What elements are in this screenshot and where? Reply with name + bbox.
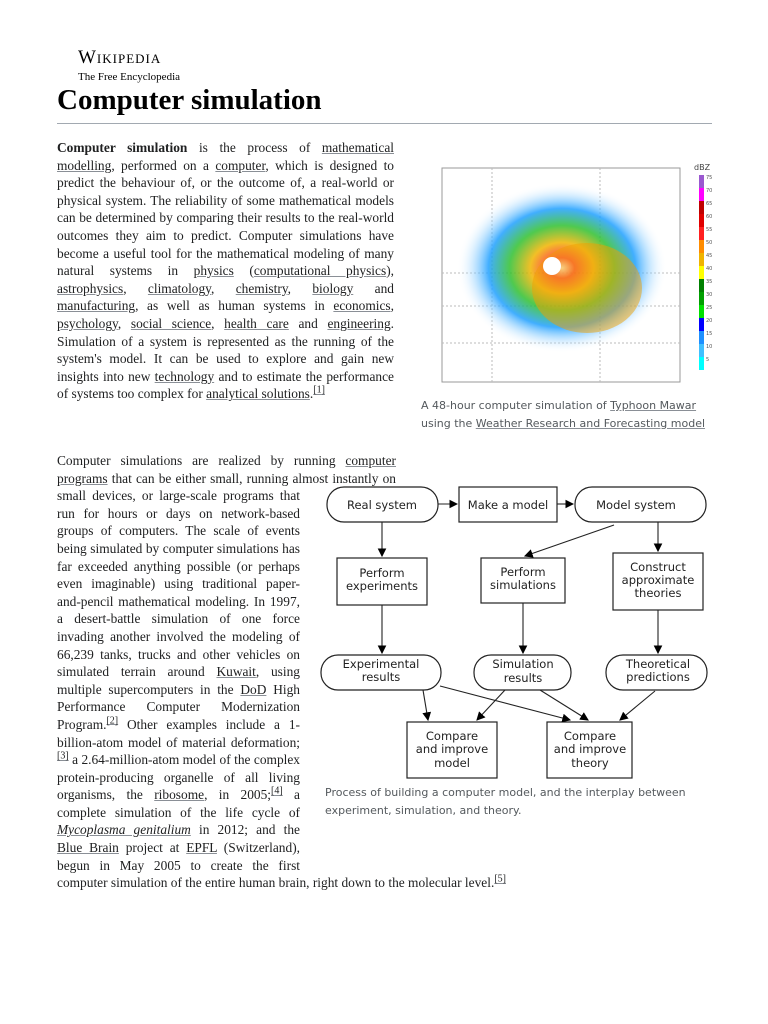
link[interactable]: ribosome [154, 787, 205, 803]
link[interactable]: astrophysics [57, 280, 124, 296]
label: Perform [500, 565, 546, 579]
link[interactable]: biology [312, 280, 354, 296]
link[interactable]: mathematical modelling [57, 140, 395, 173]
label: Real system [346, 498, 418, 512]
legend-label: 30 [706, 292, 712, 298]
link[interactable]: EPFL [186, 840, 217, 856]
label: Compare [425, 729, 479, 743]
link[interactable]: computational physics [253, 263, 387, 279]
label: Simulation [492, 657, 554, 671]
legend-label: 40 [706, 266, 712, 272]
label: results [503, 671, 543, 685]
link[interactable]: chemistry [235, 280, 288, 296]
link[interactable]: economics [333, 298, 391, 314]
legend-label: 65 [706, 201, 712, 207]
link[interactable]: social science [130, 315, 212, 331]
link-wrf-model[interactable]: Weather Research and Forecasting model [475, 416, 706, 430]
link[interactable]: Kuwait [216, 664, 256, 680]
legend-label: 70 [706, 188, 712, 194]
link-typhoon-mawar[interactable]: Typhoon Mawar [610, 399, 697, 412]
diagram-caption: Process of building a computer model, and the interplay between experiment, simulation, and theory. [325, 786, 686, 817]
link[interactable]: DoD [240, 681, 267, 697]
link[interactable]: physics [193, 263, 234, 279]
label: predictions [626, 670, 690, 684]
label: theories [634, 586, 682, 600]
legend-unit: dBZ [694, 163, 711, 172]
label: Make a model [467, 498, 549, 512]
reference-link[interactable]: [1] [313, 384, 325, 396]
label: approximate [621, 573, 695, 587]
label: Construct [630, 560, 686, 574]
link[interactable]: engineering [327, 315, 391, 331]
label: Model system [596, 498, 676, 512]
label: Theoretical [625, 657, 691, 671]
label: theory [571, 756, 609, 770]
label: model [434, 756, 470, 770]
label: simulations [490, 578, 556, 592]
reference-link[interactable]: [2] [106, 715, 119, 727]
tagline: The Free Encyclopedia [78, 71, 181, 83]
link[interactable]: climatology [147, 280, 212, 296]
wikipedia-logo[interactable]: Wikipedia [78, 47, 162, 68]
legend-label: 5 [706, 357, 710, 363]
typhoon-caption: A 48-hour computer simulation of Typhoon Mawar using the Weather Research and Forecasting model [421, 399, 706, 430]
link[interactable]: Mycoplasma genitalium [57, 822, 191, 838]
label: Perform [359, 566, 405, 580]
link[interactable]: psychology [57, 315, 118, 331]
page-title: Computer simulation [57, 84, 322, 116]
intro-paragraph: Computer simulation is the process of mathematical modelling, performed on a computer, which is designed to predict the behaviour of, or the outcome of, a real-world or physical system. The reliability of some mathematical models can be determined by comparing their results to the real-world outcomes they aim to predict. Computer simulations have become a useful tool for the mathematical modeling of many natural systems in physics (computational physics), astrophysics, climatology, chemistry, biology and manufacturing, as well as human systems in economics, psychology, social science, health care and engineering. Simulation of a system is represented as the running of the system's model. It can be used to explore and gain new insights into new technology and to estimate the performance of systems too complex for analytical solutions.[1] [57, 140, 395, 402]
label: and improve [415, 742, 489, 756]
legend-label: 50 [706, 240, 712, 246]
label: and improve [553, 742, 627, 756]
link[interactable]: computer programs [57, 453, 396, 486]
label: experiments [345, 579, 419, 593]
bold-term: Computer simulation [57, 140, 188, 155]
legend-label: 20 [706, 318, 712, 324]
legend-label: 60 [706, 214, 712, 220]
link[interactable]: manufacturing [57, 298, 136, 314]
label: Experimental [342, 657, 420, 671]
legend-label: 15 [706, 331, 712, 337]
link[interactable]: analytical solutions [206, 386, 310, 402]
reference-link[interactable]: [4] [271, 785, 283, 797]
legend-label: 35 [706, 279, 712, 285]
legend-label: 75 [706, 175, 712, 181]
link[interactable]: technology [154, 368, 215, 384]
legend-label: 25 [706, 305, 712, 311]
link[interactable]: computer [215, 157, 266, 173]
legend-label: 45 [706, 253, 712, 259]
legend-label: 10 [706, 344, 712, 350]
reference-link[interactable]: [5] [494, 873, 506, 885]
second-paragraph: Computer simulations are realized by running computer programs that can be either small, running almost instantly on small devices, or large-scale programs that run for hours or days on network-based groups of computers. The scale of events being simulated by computer simulations has far exceeded anything possible (or perhaps even imaginable) using traditional paper-and-pencil mathematical modeling. In 1997, a desert-battle simulation of one force invading another involved the modeling of 66,239 tanks, trucks and other vehicles on simulated terrain around Kuwait, using multiple supercomputers in the DoD High Performance Computer Modernization Program.[2] Other examples include a 1-billion-atom model of material deformation;[3] a 2.64-million-atom model of the complex protein-producing organelle of all living organisms, the ribosome, in 2005;[4] a complete simulation of the life cycle of Mycoplasma genitalium in 2012; and the Blue Brain project at EPFL (Switzerland), begun in May 2005 to create the first computer simulation of the entire human brain, right down to the molecular level.[5] [57, 453, 506, 891]
link[interactable]: Blue Brain [57, 840, 119, 856]
legend-label: 55 [706, 227, 712, 233]
link[interactable]: health care [224, 315, 289, 331]
label: Compare [563, 729, 617, 743]
reference-link[interactable]: [3] [57, 750, 69, 762]
label: results [361, 670, 401, 684]
